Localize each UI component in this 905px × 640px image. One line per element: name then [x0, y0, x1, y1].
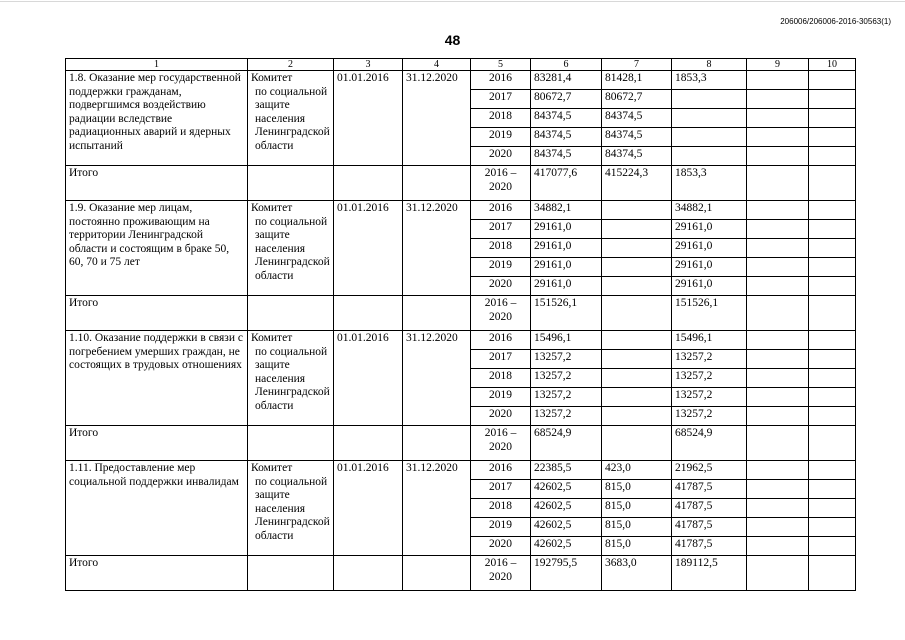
empty-cell [747, 239, 809, 258]
regional-amount-cell: 13257,2 [672, 407, 747, 426]
total-period-cell: 2016 – 2020 [471, 556, 531, 591]
empty-cell [809, 518, 856, 537]
regional-amount-cell: 1853,3 [672, 71, 747, 90]
regional-amount-cell: 151526,1 [672, 296, 747, 331]
total-row [66, 426, 856, 461]
federal-amount-cell [602, 277, 672, 296]
year-cell: 2019 [471, 128, 531, 147]
column-header-row [66, 59, 856, 71]
empty-cell [747, 331, 809, 350]
empty-cell [747, 258, 809, 277]
executor-line: Ленинградской [255, 386, 330, 398]
column-header: 3 [334, 59, 403, 71]
total-row [66, 556, 856, 591]
federal-amount-cell [602, 258, 672, 277]
column-header: 1 [66, 59, 248, 71]
top-rule [0, 1, 905, 2]
start-date-cell: 01.01.2016 [334, 461, 403, 556]
regional-amount-cell: 68524,9 [672, 426, 747, 461]
executor-line: Ленинградской [255, 516, 330, 528]
year-cell: 2016 [471, 201, 531, 220]
executor-line: Ленинградской [255, 126, 330, 138]
total-amount-cell: 13257,2 [531, 407, 602, 426]
year-cell: 2020 [471, 537, 531, 556]
empty-cell [747, 128, 809, 147]
regional-amount-cell [672, 109, 747, 128]
executor-line: населения [255, 242, 306, 255]
column-header: 9 [747, 59, 809, 71]
empty-cell [248, 296, 334, 331]
table-row [66, 331, 856, 350]
empty-cell [809, 147, 856, 166]
year-cell: 2020 [471, 147, 531, 166]
regional-amount-cell: 41787,5 [672, 518, 747, 537]
total-amount-cell: 84374,5 [531, 147, 602, 166]
total-amount-cell: 83281,4 [531, 71, 602, 90]
total-label-cell: Итого [66, 556, 248, 591]
empty-cell [809, 201, 856, 220]
regional-amount-cell: 189112,5 [672, 556, 747, 591]
year-cell: 2017 [471, 220, 531, 239]
regional-amount-cell: 13257,2 [672, 388, 747, 407]
end-date-cell: 31.12.2020 [403, 331, 471, 426]
regional-amount-cell: 34882,1 [672, 201, 747, 220]
federal-amount-cell [602, 331, 672, 350]
year-cell: 2017 [471, 350, 531, 369]
federal-amount-cell: 815,0 [602, 499, 672, 518]
executor-line: области [255, 139, 294, 152]
total-amount-cell: 417077,6 [531, 166, 602, 201]
empty-cell [809, 258, 856, 277]
year-cell: 2020 [471, 277, 531, 296]
regional-amount-cell: 41787,5 [672, 537, 747, 556]
regional-amount-cell: 15496,1 [672, 331, 747, 350]
executor-line: защите [255, 359, 290, 371]
empty-cell [809, 71, 856, 90]
empty-cell [248, 556, 334, 591]
total-amount-cell: 29161,0 [531, 258, 602, 277]
total-amount-cell: 42602,5 [531, 499, 602, 518]
total-amount-cell: 42602,5 [531, 537, 602, 556]
federal-amount-cell [602, 220, 672, 239]
end-date-cell: 31.12.2020 [403, 461, 471, 556]
empty-cell [747, 426, 809, 461]
total-amount-cell: 151526,1 [531, 296, 602, 331]
year-cell: 2018 [471, 369, 531, 388]
total-amount-cell: 13257,2 [531, 388, 602, 407]
empty-cell [334, 556, 403, 591]
empty-cell [809, 277, 856, 296]
empty-cell [809, 239, 856, 258]
empty-cell [747, 369, 809, 388]
empty-cell [403, 166, 471, 201]
column-header: 2 [248, 59, 334, 71]
start-date-cell: 01.01.2016 [334, 71, 403, 166]
total-label-cell: Итого [66, 296, 248, 331]
total-row [66, 166, 856, 201]
start-date-cell: 01.01.2016 [334, 331, 403, 426]
empty-cell [747, 480, 809, 499]
federal-amount-cell: 415224,3 [602, 166, 672, 201]
federal-amount-cell: 815,0 [602, 518, 672, 537]
empty-cell [809, 90, 856, 109]
executor-line: области [255, 269, 294, 282]
empty-cell [809, 388, 856, 407]
regional-amount-cell: 1853,3 [672, 166, 747, 201]
total-amount-cell: 42602,5 [531, 480, 602, 499]
empty-cell [248, 166, 334, 201]
end-date-cell: 31.12.2020 [403, 201, 471, 296]
empty-cell [747, 556, 809, 591]
empty-cell [809, 128, 856, 147]
regional-amount-cell [672, 128, 747, 147]
table-row [66, 71, 856, 90]
executor-line: по социальной [255, 215, 328, 228]
executor-line: защите [255, 99, 290, 111]
federal-amount-cell: 80672,7 [602, 90, 672, 109]
empty-cell [809, 499, 856, 518]
empty-cell [747, 201, 809, 220]
federal-amount-cell: 423,0 [602, 461, 672, 480]
column-header: 10 [809, 59, 856, 71]
empty-cell [809, 331, 856, 350]
federal-amount-cell: 81428,1 [602, 71, 672, 90]
regional-amount-cell: 13257,2 [672, 369, 747, 388]
executor-line: защите [255, 489, 290, 501]
executor-line: Комитет [251, 332, 293, 344]
column-header: 4 [403, 59, 471, 71]
regional-amount-cell: 29161,0 [672, 239, 747, 258]
federal-amount-cell [602, 201, 672, 220]
total-amount-cell: 15496,1 [531, 331, 602, 350]
empty-cell [334, 296, 403, 331]
federal-amount-cell [602, 239, 672, 258]
total-amount-cell: 84374,5 [531, 109, 602, 128]
year-cell: 2018 [471, 239, 531, 258]
empty-cell [334, 166, 403, 201]
total-period-cell: 2016 – 2020 [471, 296, 531, 331]
executor-line: населения [255, 372, 306, 385]
empty-cell [248, 426, 334, 461]
federal-amount-cell [602, 407, 672, 426]
empty-cell [747, 277, 809, 296]
empty-cell [809, 426, 856, 461]
empty-cell [809, 350, 856, 369]
total-amount-cell: 42602,5 [531, 518, 602, 537]
total-row [66, 296, 856, 331]
federal-amount-cell [602, 296, 672, 331]
empty-cell [747, 499, 809, 518]
total-amount-cell: 192795,5 [531, 556, 602, 591]
year-cell: 2019 [471, 388, 531, 407]
document-id: 206006/206006-2016-30563(1) [780, 17, 891, 26]
empty-cell [747, 220, 809, 239]
start-date-cell: 01.01.2016 [334, 201, 403, 296]
regional-amount-cell [672, 90, 747, 109]
empty-cell [334, 426, 403, 461]
empty-cell [747, 407, 809, 426]
total-amount-cell: 29161,0 [531, 277, 602, 296]
executor-line: области [255, 399, 294, 412]
total-amount-cell: 29161,0 [531, 220, 602, 239]
empty-cell [403, 296, 471, 331]
empty-cell [809, 166, 856, 201]
federal-amount-cell: 3683,0 [602, 556, 672, 591]
executor-cell [248, 461, 334, 556]
empty-cell [747, 388, 809, 407]
empty-cell [809, 480, 856, 499]
executor-line: области [255, 529, 294, 542]
total-period-cell: 2016 – 2020 [471, 166, 531, 201]
empty-cell [809, 407, 856, 426]
federal-amount-cell [602, 426, 672, 461]
regional-amount-cell: 29161,0 [672, 220, 747, 239]
total-amount-cell: 13257,2 [531, 350, 602, 369]
executor-line: населения [255, 502, 306, 515]
regional-amount-cell: 41787,5 [672, 499, 747, 518]
federal-amount-cell [602, 350, 672, 369]
regional-amount-cell: 13257,2 [672, 350, 747, 369]
total-amount-cell: 29161,0 [531, 239, 602, 258]
empty-cell [403, 556, 471, 591]
total-amount-cell: 84374,5 [531, 128, 602, 147]
executor-line: Комитет [251, 462, 293, 474]
empty-cell [809, 296, 856, 331]
year-cell: 2020 [471, 407, 531, 426]
table-row [66, 201, 856, 220]
executor-cell [248, 331, 334, 426]
federal-amount-cell: 815,0 [602, 480, 672, 499]
year-cell: 2016 [471, 71, 531, 90]
year-cell: 2017 [471, 480, 531, 499]
federal-amount-cell: 84374,5 [602, 109, 672, 128]
column-header: 5 [471, 59, 531, 71]
executor-line: Комитет [251, 202, 293, 214]
measure-name-cell: 1.10. Оказание поддержки в связи с погребением умерших граждан, не состоящих в трудовых отношениях [66, 331, 248, 426]
program-table [65, 58, 856, 591]
year-cell: 2017 [471, 90, 531, 109]
regional-amount-cell [672, 147, 747, 166]
empty-cell [809, 461, 856, 480]
column-header: 7 [602, 59, 672, 71]
federal-amount-cell [602, 388, 672, 407]
empty-cell [747, 90, 809, 109]
empty-cell [809, 369, 856, 388]
total-amount-cell: 68524,9 [531, 426, 602, 461]
total-amount-cell: 13257,2 [531, 369, 602, 388]
total-amount-cell: 22385,5 [531, 461, 602, 480]
total-amount-cell: 80672,7 [531, 90, 602, 109]
table-row [66, 461, 856, 480]
federal-amount-cell: 815,0 [602, 537, 672, 556]
regional-amount-cell: 41787,5 [672, 480, 747, 499]
empty-cell [747, 537, 809, 556]
page-number: 48 [444, 32, 461, 48]
executor-line: Комитет [251, 72, 293, 84]
empty-cell [747, 71, 809, 90]
year-cell: 2018 [471, 109, 531, 128]
year-cell: 2018 [471, 499, 531, 518]
executor-cell [248, 71, 334, 166]
executor-line: по социальной [255, 475, 328, 488]
total-amount-cell: 34882,1 [531, 201, 602, 220]
empty-cell [747, 461, 809, 480]
empty-cell [403, 426, 471, 461]
empty-cell [809, 109, 856, 128]
empty-cell [747, 109, 809, 128]
executor-line: населения [255, 112, 306, 125]
total-label-cell: Итого [66, 166, 248, 201]
empty-cell [809, 220, 856, 239]
executor-cell [248, 201, 334, 296]
regional-amount-cell: 29161,0 [672, 258, 747, 277]
regional-amount-cell: 29161,0 [672, 277, 747, 296]
empty-cell [809, 556, 856, 591]
executor-line: Ленинградской [255, 256, 330, 268]
federal-amount-cell [602, 369, 672, 388]
measure-name-cell: 1.8. Оказание мер государственной поддержки гражданам, подвергшимся воздействию радиации вследствие радиационных аварий и ядерных испытаний [66, 71, 248, 166]
executor-line: защите [255, 229, 290, 241]
federal-amount-cell: 84374,5 [602, 128, 672, 147]
year-cell: 2016 [471, 461, 531, 480]
empty-cell [747, 296, 809, 331]
measure-name-cell: 1.11. Предоставление мер социальной поддержки инвалидам [66, 461, 248, 556]
total-label-cell: Итого [66, 426, 248, 461]
empty-cell [747, 518, 809, 537]
federal-amount-cell: 84374,5 [602, 147, 672, 166]
table-body [66, 59, 856, 591]
column-header: 8 [672, 59, 747, 71]
executor-line: по социальной [255, 85, 328, 98]
end-date-cell: 31.12.2020 [403, 71, 471, 166]
measure-name-cell: 1.9. Оказание мер лицам, постоянно проживающим на территории Ленинградской области и состоящим в браке 50, 60, 70 и 75 лет [66, 201, 248, 296]
empty-cell [747, 350, 809, 369]
regional-amount-cell: 21962,5 [672, 461, 747, 480]
empty-cell [747, 147, 809, 166]
year-cell: 2019 [471, 518, 531, 537]
total-period-cell: 2016 – 2020 [471, 426, 531, 461]
empty-cell [809, 537, 856, 556]
year-cell: 2016 [471, 331, 531, 350]
empty-cell [747, 166, 809, 201]
column-header: 6 [531, 59, 602, 71]
executor-line: по социальной [255, 345, 328, 358]
year-cell: 2019 [471, 258, 531, 277]
